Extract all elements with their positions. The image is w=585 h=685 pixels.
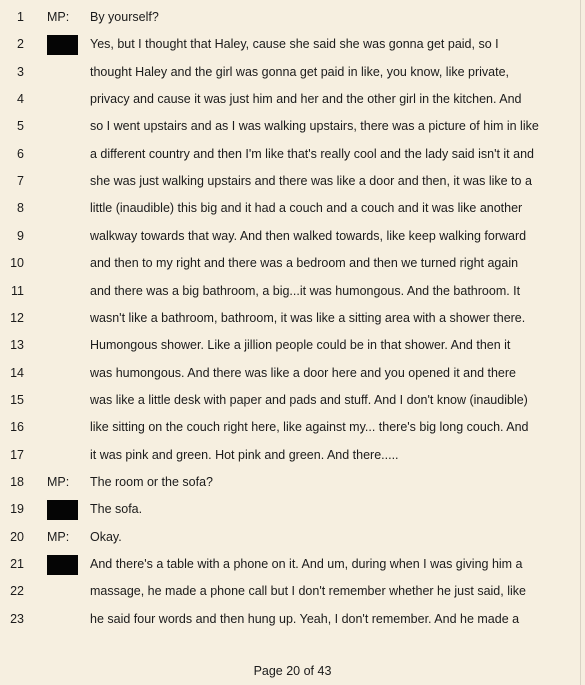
transcript-line [0,7,585,35]
redacted-speaker-box [47,555,78,575]
transcript-line [0,89,585,117]
transcript-line [0,390,585,418]
line-text: The room or the sofa? [90,474,213,489]
line-text: Yes, but I thought that Haley, cause she said she was gonna get paid, so I [90,37,499,52]
transcript-line [0,609,585,637]
line-number: 10 [10,256,24,271]
line-number: 18 [10,474,24,489]
transcript-line [0,554,585,582]
line-text: wasn't like a bathroom, bathroom, it was like a sitting area with a shower there. [90,310,526,325]
line-text: massage, he made a phone call but I don't remember whether he just said, like [90,584,526,599]
transcript-line [0,253,585,281]
transcript-line [0,198,585,226]
line-number: 2 [17,37,24,52]
line-number: 17 [10,447,24,462]
redacted-speaker-box [47,35,78,55]
line-text: little (inaudible) this big and it had a couch and a couch and it was like another [90,201,523,216]
line-text: privacy and cause it was just him and her and the other girl in the kitchen. And [90,92,522,107]
transcript-line [0,171,585,199]
line-text: he said four words and then hung up. Yeah, I don't remember. And he made a [90,611,520,626]
line-text: she was just walking upstairs and there was like a door and then, it was like to a [90,174,532,189]
line-number: 21 [10,557,24,571]
transcript-line [0,62,585,90]
line-text: like sitting on the couch right here, like against my... there's big long couch. And [90,420,529,435]
line-number: 5 [17,119,24,134]
transcript-line [0,116,585,144]
line-number: 14 [10,365,24,380]
line-text: and there was a big bathroom, a big...it was humongous. And the bathroom. It [90,283,521,298]
line-text: walkway towards that way. And then walked towards, like keep walking forward [90,228,527,243]
line-text: was like a little desk with paper and pads and stuff. And I don't know (inaudible) [90,392,528,407]
transcript-line [0,527,585,555]
line-text: Okay. [90,529,122,544]
line-text: Humongous shower. Like a jillion people could be in that shower. And then it [90,338,511,353]
transcript-line [0,499,585,527]
line-number: 11 [11,283,24,298]
speaker-label: MP: [47,10,70,24]
line-text: thought Haley and the girl was gonna get paid in like, you know, like private, [90,64,510,79]
line-number: 20 [10,529,24,544]
line-number: 3 [17,64,24,79]
transcript-line [0,363,585,391]
line-number: 23 [10,611,24,626]
speaker-label: MP: [47,474,70,489]
transcript-line [0,581,585,609]
line-number: 4 [17,92,24,107]
speaker-label: MP: [47,529,70,544]
line-number: 22 [10,584,24,599]
line-text: By yourself? [90,10,159,24]
transcript-line [0,34,585,62]
line-text: And there's a table with a phone on it. And um, during when I was giving him a [90,557,523,571]
transcript-line [0,335,585,363]
transcript-line [0,445,585,473]
page-edge [580,0,581,685]
transcript-line [0,226,585,254]
redacted-speaker-box [47,500,78,520]
line-number: 13 [10,338,24,353]
transcript-line [0,417,585,445]
transcript-line [0,144,585,172]
line-text: and then to my right and there was a bedroom and then we turned right again [90,256,519,271]
transcript-line [0,281,585,309]
line-number: 8 [17,201,24,216]
line-number: 1 [17,10,24,24]
line-text: a different country and then I'm like that's really cool and the lady said isn't it and [90,146,534,161]
line-text: so I went upstairs and as I was walking upstairs, there was a picture of him in like [90,119,539,134]
page-footer: Page 20 of 43 [253,664,332,678]
line-text: it was pink and green. Hot pink and green. And there..... [90,447,399,462]
transcript-line [0,472,585,500]
line-text: The sofa. [90,502,143,517]
line-number: 16 [10,420,24,435]
line-number: 12 [10,310,24,325]
line-number: 7 [17,174,24,189]
line-number: 19 [10,502,24,517]
line-number: 15 [10,392,24,407]
line-text: was humongous. And there was like a door here and you opened it and there [90,365,516,380]
line-number: 6 [17,146,24,161]
transcript-line [0,308,585,336]
line-number: 9 [17,228,24,243]
